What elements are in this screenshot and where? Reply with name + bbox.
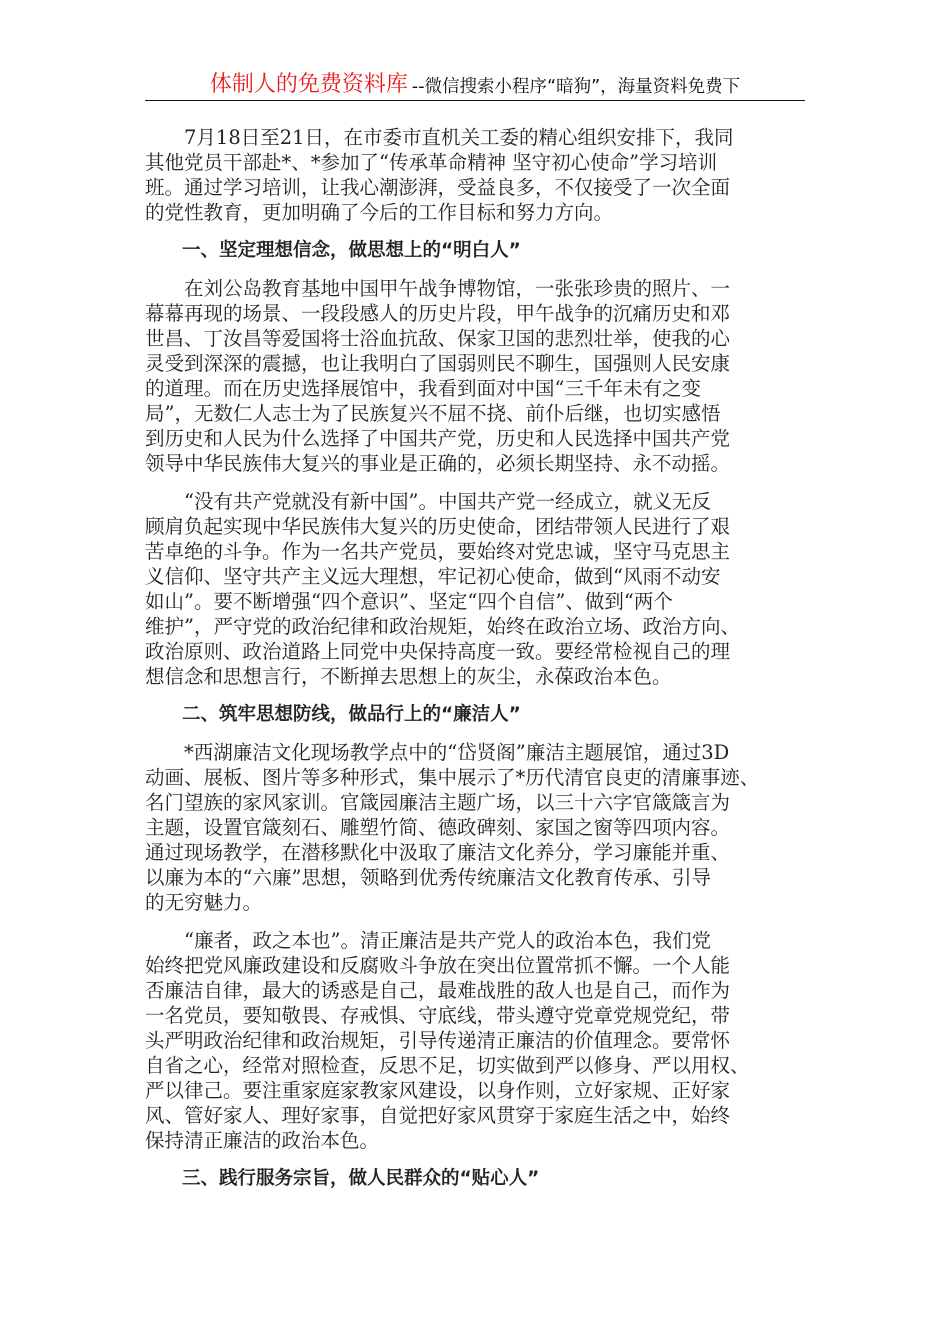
text-line: 通过现场教学，在潜移默化中汲取了廉洁文化养分，学习廉能并重、	[145, 841, 731, 864]
text-line: 一、坚定理想信念，做思想上的“明白人”	[145, 240, 521, 261]
paragraph	[145, 740, 807, 915]
text-line: 名门望族的家风家训。官箴园廉洁主题广场，以三十六字官箴箴言为	[145, 791, 731, 814]
section-heading	[145, 702, 807, 727]
text-line: 政治原则、政治道路上同党中央保持高度一致。要经常检视自己的理	[145, 640, 731, 663]
text-line: 的无穷魅力。	[145, 891, 263, 914]
text-line: 义信仰、坚守共产主义远大理想，牢记初心使命，做到“风雨不动安	[145, 565, 721, 588]
text-line: 三、践行服务宗旨，做人民群众的“贴心人”	[145, 1168, 540, 1189]
text-line: 领导中华民族伟大复兴的事业是正确的，必须长期坚持、永不动摇。	[145, 452, 731, 475]
text-line: 的党性教育，更加明确了今后的工作目标和努力方向。	[145, 201, 614, 224]
text-line: 一名党员，要知敬畏、存戒惧、守底线，带头遵守党章党规党纪，带	[145, 1004, 731, 1027]
text-line: 其他党员干部赴*、*参加了“传承革命精神 坚守初心使命”学习培训	[145, 151, 718, 174]
text-line: 严以律己。要注重家庭家教家风建设，以身作则，立好家规、正好家	[145, 1079, 731, 1102]
text-line: 到历史和人民为什么选择了中国共产党，历史和人民选择中国共产党	[145, 427, 731, 450]
header-slogan: --微信搜索小程序“暗狗”，海量资料免费下	[411, 77, 741, 97]
text-line: 幕幕再现的场景、一段段感人的历史片段，甲午战争的沉痛历史和邓	[145, 302, 731, 325]
text-line: 自省之心，经常对照检查，反思不足，切实做到严以修身、严以用权、	[145, 1054, 750, 1077]
text-line: 否廉洁自律，最大的诱惑是自己，最难战胜的敌人也是自己，而作为	[145, 979, 731, 1002]
text-line: 想信念和思想言行，不断掸去思想上的灰尘，永葆政治本色。	[145, 665, 672, 688]
text-line: 主题，设置官箴刻石、雕塑竹简、德政碑刻、家国之窗等四项内容。	[145, 816, 731, 839]
text-line: 顾肩负起实现中华民族伟大复兴的历史使命，团结带领人民进行了艰	[145, 515, 731, 538]
page-header	[145, 70, 805, 101]
text-line: 局”，无数仁人志士为了民族复兴不屈不挠、前仆后继，也切实感悟	[145, 402, 721, 425]
text-line: 苦卓绝的斗争。作为一名共产党员，要始终对党忠诚，坚守马克思主	[145, 540, 731, 563]
section-heading	[145, 238, 807, 263]
section-heading	[145, 1166, 807, 1191]
text-line: 在刘公岛教育基地中国甲午战争博物馆，一张张珍贵的照片、一	[145, 277, 731, 300]
document-body	[145, 125, 807, 1204]
text-line: *西湖廉洁文化现场教学点中的“岱贤阁”廉洁主题展馆，通过3D	[145, 741, 730, 764]
text-line: 保持清正廉洁的政治本色。	[145, 1129, 380, 1152]
paragraph	[145, 125, 807, 225]
text-line: 始终把党风廉政建设和反腐败斗争放在突出位置常抓不懈。一个人能	[145, 954, 731, 977]
text-line: 动画、展板、图片等多种形式，集中展示了*历代清官良吏的清廉事迹、	[145, 766, 760, 789]
text-line: 灵受到深深的震撼，也让我明白了国弱则民不聊生，国强则人民安康	[145, 352, 731, 375]
text-line: 以廉为本的“六廉”思想，领略到优秀传统廉洁文化教育传承、引导	[145, 866, 711, 889]
text-line: “没有共产党就没有新中国”。中国共产党一经成立，就义无反	[145, 490, 711, 513]
text-line: 如山”。要不断增强“四个意识”、坚定“四个自信”、做到“两个	[145, 590, 673, 613]
paragraph	[145, 489, 807, 689]
text-line: 头严明政治纪律和政治规矩，引导传递清正廉洁的价值理念。要常怀	[145, 1029, 731, 1052]
text-line: 的道理。而在历史选择展馆中，我看到面对中国“三千年未有之变	[145, 377, 701, 400]
text-line: 维护”，严守党的政治纪律和政治规矩，始终在政治立场、政治方向、	[145, 615, 740, 638]
text-line: 风、管好家人、理好家事，自觉把好家风贯穿于家庭生活之中，始终	[145, 1104, 731, 1127]
text-line: 班。通过学习培训，让我心潮澎湃，受益良多，不仅接受了一次全面	[145, 176, 731, 199]
text-line: “廉者，政之本也”。清正廉洁是共产党人的政治本色，我们党	[145, 929, 711, 952]
brand-title: 体制人的免费资料库	[209, 72, 408, 97]
paragraph	[145, 276, 807, 476]
text-line: 世昌、丁汝昌等爱国将士浴血抗敌、保家卫国的悲烈壮举，使我的心	[145, 327, 731, 350]
text-line: 二、筑牢思想防线，做品行上的“廉洁人”	[145, 704, 521, 725]
paragraph	[145, 928, 807, 1153]
text-line: 7月18日至21日，在市委市直机关工委的精心组织安排下，我同	[145, 126, 734, 149]
